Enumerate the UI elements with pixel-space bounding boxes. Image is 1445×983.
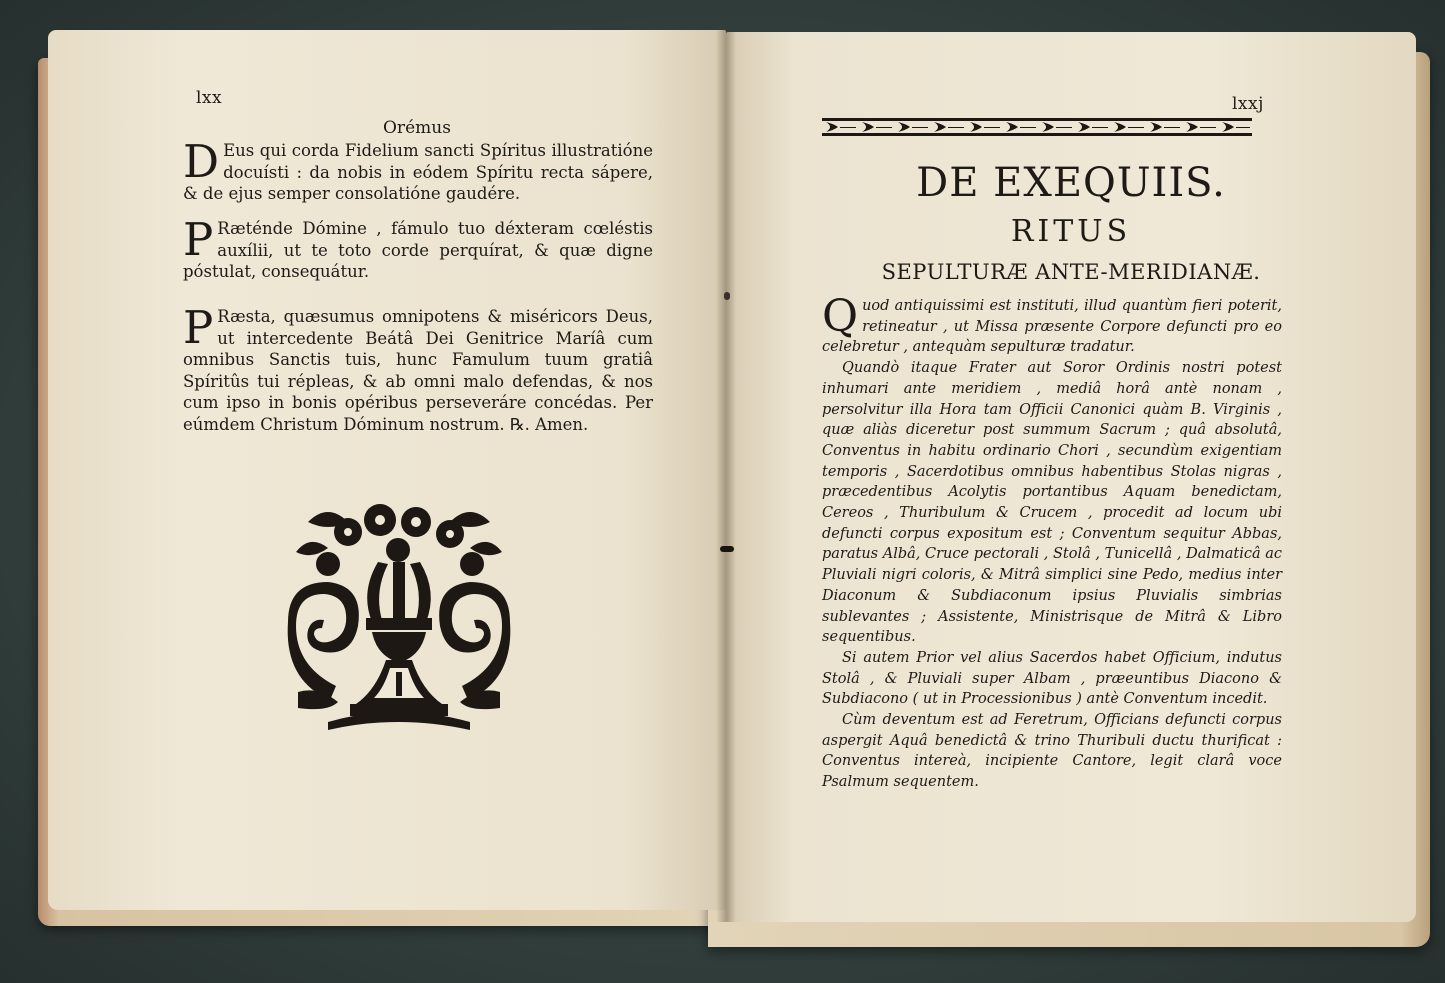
left-page-number: lxx [196,88,223,108]
prayer-2 [183,213,653,283]
drop-cap: Q [822,291,859,342]
paragraph-3: Si autem Prior vel alius Sacerdos habet Officium, indutus Stolâ , & Pluviali super Albam , præeuntibus Diacono & Subdiacono ( ut in Processionibus ) antè Conventum incedit. [822,649,1282,708]
prayer-text: Ræsta, quæsumus omnipotens & miséricors Deus, ut intercedente Beátâ Dei Genitrice Maríâ cum omnibus Sanctis tuis, hunc Famulum tuum gratiâ Spíritûs tui répleas, & ab omni malo defendas, & nos cum ipso in bonis opéribus perseveráre concédas. Per eúmdem Christum Dóminum nostrum. ℞. Amen. [183,307,653,434]
binding-stitch [724,292,730,300]
prayer-1 [183,135,653,205]
drop-cap: D [183,135,220,188]
rubric-text [822,291,1282,793]
prayer-heading: Orémus [383,118,451,138]
chapter-title: DE EXEQUIIS. [916,160,1226,206]
paragraph-4: Cùm deventum est ad Feretrum, Officians defuncti corpus aspergit Aquâ benedictâ & trino Thuribuli ductu thurificat : Conventus intereà, incipiente Cantore, legit clarâ voce Psalmum sequentem. [822,712,1282,791]
prayer-3 [183,301,653,435]
right-page-number: lxxj [1232,94,1264,114]
prayer-text: Eus qui corda Fidelium sancti Spíritus illustratióne docuísti : da nobis in eódem Spíritu recta sápere, & de ejus semper consolatióne gaudére. [183,141,653,203]
left-page [48,30,726,910]
paragraph-1 [822,291,1282,358]
prayer-text: Ræténde Dómine , fámulo tuo déxteram cœléstis auxílii, ut te toto corde perquírat, & quæ digne póstulat, consequátur. [183,219,653,281]
drop-cap: P [183,213,214,266]
paragraph-text: uod antiquissimi est instituti, illud quantùm fieri poterit, retineatur , ut Missa præsente Corpore defuncti pro eo celebretur , antequàm sepulturæ tradatur. [822,298,1282,356]
chapter-subtitle: RITUS [1010,214,1132,249]
vase-ornament-woodcut [268,492,530,744]
typographic-ornament-band [822,114,1252,140]
right-page [726,32,1416,922]
binding-stitch [720,546,734,552]
drop-cap: P [183,301,214,354]
book-gutter [716,30,736,922]
paragraph-2: Quandò itaque Frater aut Soror Ordinis nostri potest inhumari ante meridiem , mediâ horâ antè nonam , persolvitur illa Hora tam Officii Canonici quàm B. Virginis , quæ aliàs diceretur post summum Sacrum ; quâ absolutâ, Conventus in habitu ordinario Chori , secundùm exigentiam temporis , Sacerdotibus omnibus habentibus Stolas nigras , præcedentibus Acolytis portantibus Aquam benedictam, Cereos , Thuribulum & Crucem , procedit ad locum ubi defuncti corpus expositum est ; Conventum sequitur Abbas, paratus Albâ, Cruce pectorali , Stolâ , Tunicellâ , Dalmaticâ ac Pluviali nigri coloris, & Mitrâ simplici sine Pedo, medius inter Diaconum & Subdiaconum ipsius Pluvialis simbrias sublevantes ; Assistente, Ministrisque de Mitrâ & Libro sequentibus. [822,360,1282,646]
chapter-subtitle-2: SEPULTURÆ ANTE-MERIDIANÆ. [881,260,1261,284]
